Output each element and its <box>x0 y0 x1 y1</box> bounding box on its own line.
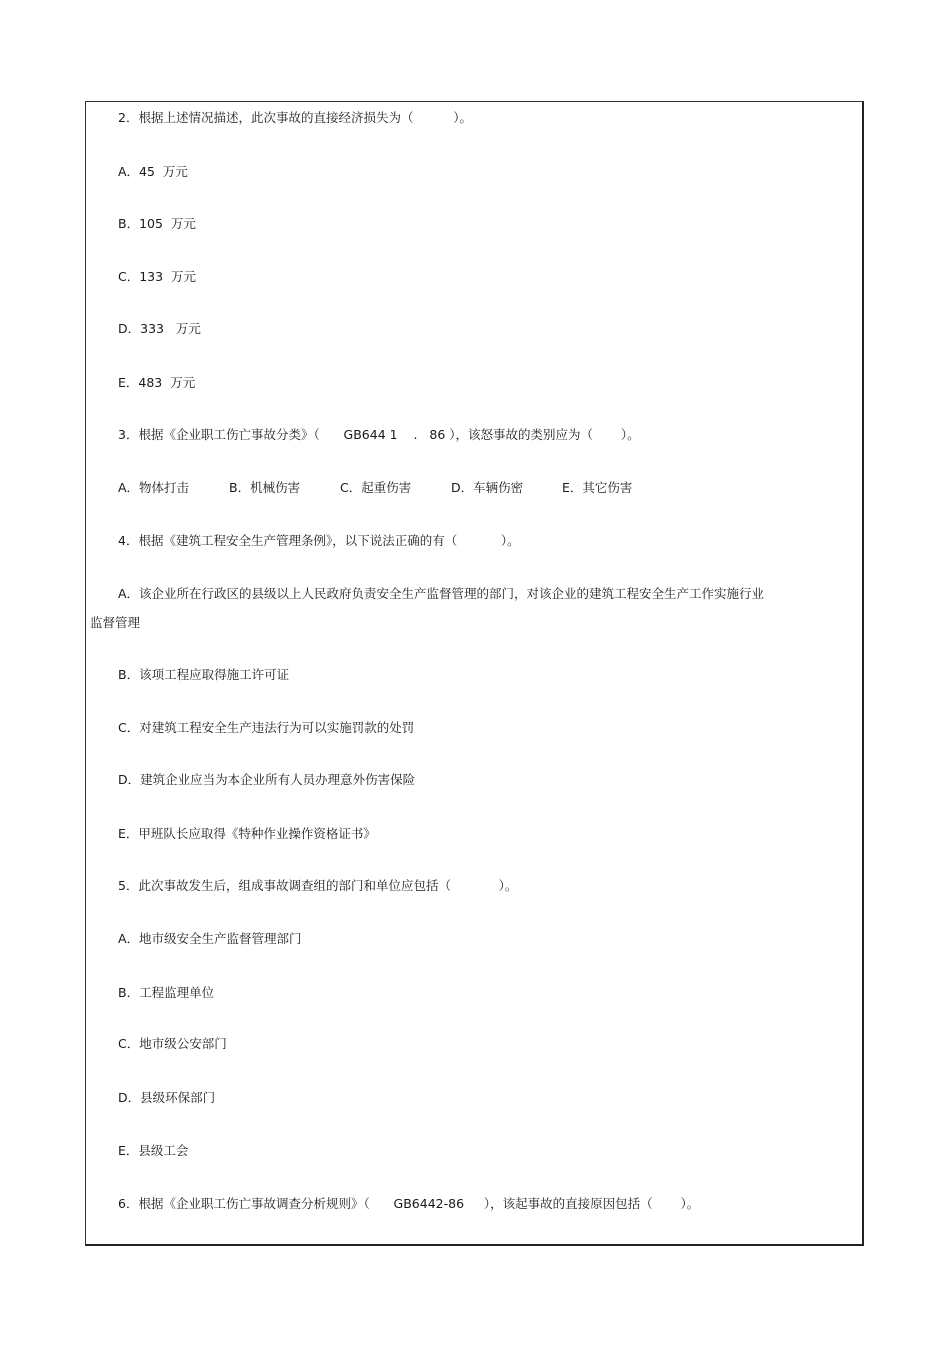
question-2-option-d: D．333 万元 <box>118 321 201 336</box>
question-3-option-b: B．机械伤害 <box>229 480 301 495</box>
question-5-option-d: D．县级环保部门 <box>118 1090 216 1105</box>
question-3-stem: 3．根据《企业职工伤亡事故分类》（ GB644 1 . 86 ），该怒事故的类别应为（ ）。 <box>118 427 640 442</box>
question-5-stem: 5．此次事故发生后，组成事故调查组的部门和单位应包括（ ）。 <box>118 878 518 893</box>
question-4-option-b: B．该项工程应取得施工许可证 <box>118 667 290 682</box>
question-4-option-c: C．对建筑工程安全生产违法行为可以实施罚款的处罚 <box>118 720 415 735</box>
question-3-option-d: D．车辆伤密 <box>451 480 524 495</box>
question-2-stem: 2．根据上述情况描述，此次事故的直接经济损失为（ ）。 <box>118 110 472 125</box>
question-3-option-e: E．其它伤害 <box>562 480 633 495</box>
question-3-option-c: C．起重伤害 <box>340 480 412 495</box>
question-5-option-e: E．县级工会 <box>118 1143 189 1158</box>
question-4-option-a-line2: 监督管理 <box>90 615 141 630</box>
question-4-stem: 4．根据《建筑工程安全生产管理条例》，以下说法正确的有（ ）。 <box>118 533 520 548</box>
question-4-option-d: D．建筑企业应当为本企业所有人员办理意外伤害保险 <box>118 772 416 787</box>
question-5-option-b: B．工程监理单位 <box>118 985 215 1000</box>
question-5-option-a: A．地市级安全生产监督管理部门 <box>118 931 302 946</box>
question-5-option-c: C．地市级公安部门 <box>118 1036 227 1051</box>
question-6-stem: 6．根据《企业职工伤亡事故调查分析规则》（ GB6442-86 ），该起事故的直接原因包括（ ）。 <box>118 1196 700 1211</box>
question-4-option-e: E．甲班队长应取得《特种作业操作资格证书》 <box>118 826 376 841</box>
question-2-option-c: C．133 万元 <box>118 269 197 284</box>
question-3-option-a: A．物体打击 <box>118 480 190 495</box>
question-2-option-a: A．45 万元 <box>118 164 188 179</box>
question-4-option-a-line1: A．该企业所在行政区的县级以上人民政府负责安全生产监督管理的部门，对该企业的建筑工程安全生产工作实施行业 <box>118 586 765 601</box>
question-2-option-e: E．483 万元 <box>118 375 196 390</box>
question-2-option-b: B．105 万元 <box>118 216 196 231</box>
